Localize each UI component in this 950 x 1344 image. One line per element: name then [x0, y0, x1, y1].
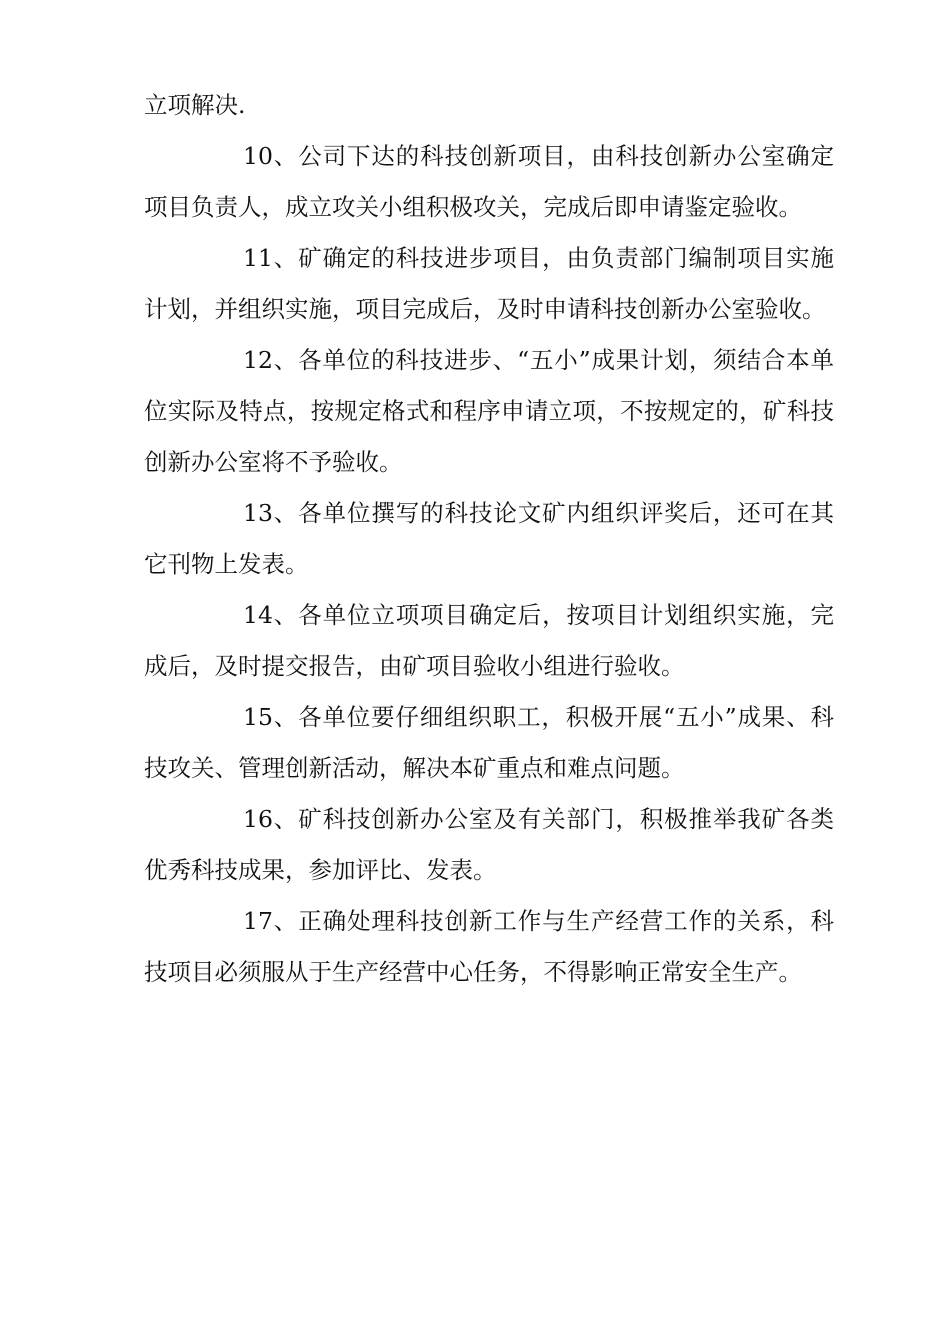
- paragraph-item-11: 11、矿确定的科技进步项目，由负责部门编制项目实施计划，并组织实施，项目完成后，及时申请科技创新办公室验收。: [144, 244, 834, 323]
- paragraph-item-10: 10、公司下达的科技创新项目，由科技创新办公室确定项目负责人，成立攻关小组积极攻关，完成后即申请鉴定验收。: [144, 142, 834, 221]
- paragraph-item-14: 14、各单位立项项目确定后，按项目计划组织实施，完成后，及时提交报告，由矿项目验收小组进行验收。: [144, 601, 834, 680]
- paragraph-continuation: 立项解决.: [144, 91, 246, 119]
- document-body: [144, 80, 834, 998]
- paragraph-item-16: 16、矿科技创新办公室及有关部门，积极推举我矿各类优秀科技成果，参加评比、发表。: [144, 805, 834, 884]
- paragraph-item-12: 12、各单位的科技进步、“五小”成果计划，须结合本单位实际及特点，按规定格式和程序申请立项，不按规定的，矿科技创新办公室将不予验收。: [144, 346, 834, 476]
- paragraph-item-15: 15、各单位要仔细组织职工，积极开展“五小”成果、科技攻关、管理创新活动，解决本矿重点和难点问题。: [144, 703, 834, 782]
- paragraph-item-13: 13、各单位撰写的科技论文矿内组织评奖后，还可在其它刊物上发表。: [144, 499, 834, 578]
- paragraph-item-17: 17、正确处理科技创新工作与生产经营工作的关系，科技项目必须服从于生产经营中心任务，不得影响正常安全生产。: [144, 907, 834, 986]
